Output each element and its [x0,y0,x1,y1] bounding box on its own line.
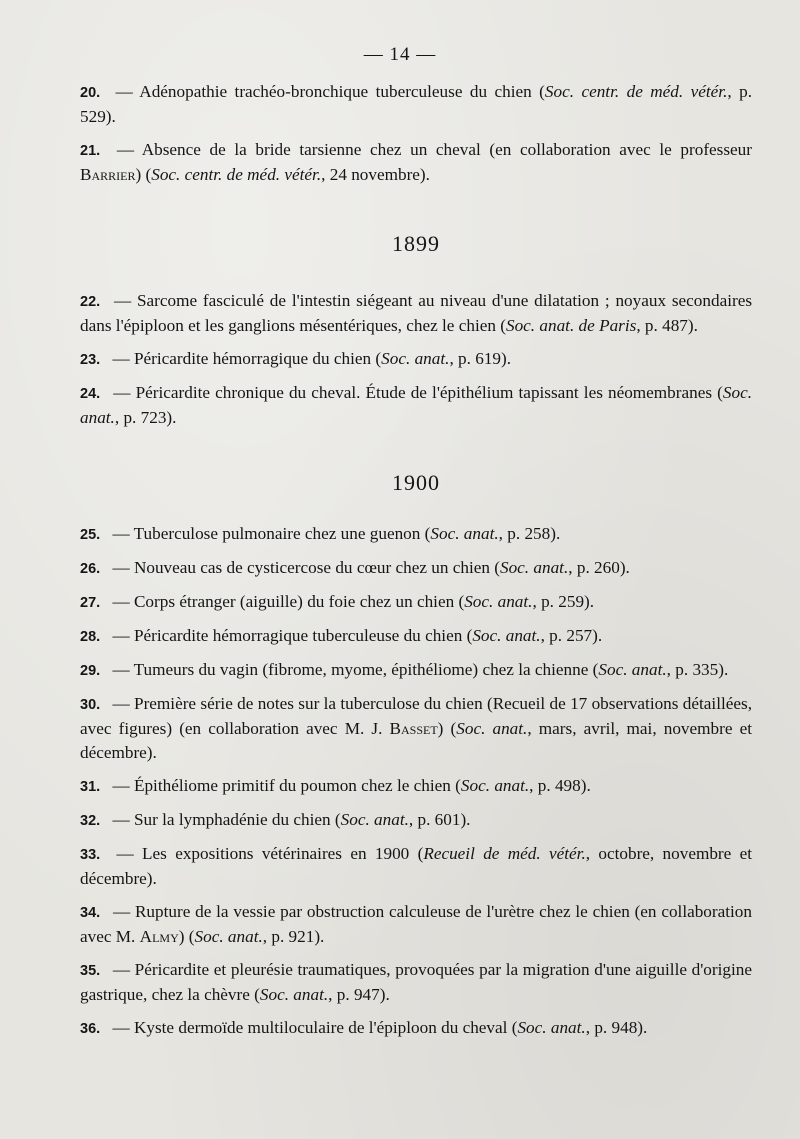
entry-text: Adénopathie trachéo-bronchique tuberculeuse du chien ( [139,82,545,101]
entry-dash: — [112,660,130,679]
entry-27 [80,590,752,615]
entry-text: Absence de la bride tarsienne chez un cheval (en collaboration avec le professeur [141,140,753,159]
entry-number: 25. [80,527,101,543]
entry-text: Kyste dermoïde multiloculaire de l'épiploon du cheval ( [133,1018,518,1037]
entry-number: 32. [80,813,101,829]
entry-dash: — [112,694,130,713]
entry-text-mid: ) ( [178,927,195,946]
entry-number: 23. [80,352,101,368]
entry-text: Nouveau cas de cysticercose du cœur chez un chien ( [133,558,500,577]
entry-number: 31. [80,779,101,795]
entry-24 [80,381,752,430]
entry-dash: — [112,349,130,368]
entry-reference: Soc. anat. [460,776,530,795]
entry-text: Péricardite chronique du cheval. Étude de l'épithélium tapissant les néomembranes ( [135,383,723,402]
entry-number: 30. [80,697,101,713]
entry-text: Corps étranger (aiguille) du foie chez un chien ( [133,592,465,611]
entry-text-line2: p. 335). [675,660,729,679]
entry-text: Rupture de la vessie par obstruction calculeuse de l'urètre chez le chien (en collaboration avec M. [80,902,752,946]
entry-number: 22. [80,294,101,310]
entry-number: 24. [80,386,101,402]
entry-number: 36. [80,1021,101,1037]
entry-reference: Soc. anat. [456,719,528,738]
entry-dash: — [116,140,134,159]
entry-text: Tumeurs du vagin (fibrome, myome, épithéliome) chez la chienne ( [133,660,599,679]
entry-35 [80,958,752,1007]
entry-text-line2: p. 487). [644,316,698,335]
entry-reference: Soc. anat. [598,660,667,679]
entry-21 [80,138,752,187]
entry-reference: Soc. anat. [381,349,450,368]
entry-dash: — [112,902,131,921]
entry-reference: Soc. centr. de méd. vétér. [544,82,728,101]
entry-text-after: , [666,660,671,679]
entry-text-mid: ) ( [135,165,152,184]
entry-number: 29. [80,663,101,679]
entry-reference: Soc. anat. [464,592,533,611]
entry-30 [80,692,752,765]
entry-text-after: , p. 498). [529,776,591,795]
bibliography-list [80,80,752,1050]
entry-reference: Soc. anat. [472,626,541,645]
entry-author: Basset [389,719,438,738]
entry-text: Péricardite hémorragique du chien ( [133,349,382,368]
entry-text-after: , p. 260). [568,558,630,577]
entry-dash: — [112,776,130,795]
entry-dash: — [115,82,133,101]
entry-number: 33. [80,847,101,863]
entry-dash: — [112,810,130,829]
entry-dash: — [112,524,130,543]
entry-32 [80,808,752,833]
entry-reference: Recueil de méd. vétér. [423,844,586,863]
entry-number: 26. [80,561,101,577]
entry-reference: Soc. anat. [499,558,569,577]
entry-dash: — [112,558,130,577]
entry-text: Sarcome fasciculé de l'intestin siégeant au niveau d'une dilatation ; noyaux secondaires dans l'épiploon et les ganglions mésentériques, chez le chien ( [80,291,753,335]
entry-31 [80,774,752,799]
entry-reference: Soc. anat. [80,383,752,427]
entry-dash: — [113,291,132,310]
entry-number: 28. [80,629,101,645]
entry-reference: Soc. anat. [194,927,263,946]
entry-text-after: , p. 723). [114,408,177,427]
entry-text-after: , mars, avril, mai, novembre et décembre). [80,719,753,762]
entry-text: Sur la lymphadénie du chien ( [133,810,341,829]
entry-text-after: , p. 921). [262,927,325,946]
entry-text-after: , p. 948). [585,1018,648,1037]
entry-text-line2: p. 529). [80,82,752,126]
year-heading-1900: 1900 [392,470,440,495]
entry-text: Tuberculose pulmonaire chez une guenon ( [133,524,431,543]
entry-reference: Soc. anat. [340,810,409,829]
year-heading-1899: 1899 [392,231,440,256]
entry-author: Almy [139,927,179,946]
entry-text-after: , p. 619). [449,349,512,368]
entry-reference: Soc. anat. [517,1018,586,1037]
page-number: — 14 — [363,44,437,65]
entry-dash: — [112,1018,130,1037]
entry-number: 35. [80,963,101,979]
entry-29 [80,658,752,683]
entry-28 [80,624,752,649]
entry-text-after: , [636,316,641,335]
entry-20 [80,80,752,129]
entry-number: 27. [80,595,101,611]
entry-25 [80,522,752,547]
entry-34 [80,900,752,949]
entry-text: Première série de notes sur la tuberculose du chien (Recueil de 17 observations détaillées, avec figures) (en collaboration avec M. J. [80,694,752,738]
entry-author: Barrier [80,165,136,184]
entry-dash: — [113,383,131,402]
entry-dash: — [112,592,130,611]
entry-text-after: , 24 novembre). [321,165,430,184]
entry-reference: Soc. anat. [430,524,499,543]
entry-number: 34. [80,905,101,921]
entry-number: 20. [80,85,101,101]
entry-reference: Soc. anat. de Paris [505,316,637,335]
entry-22 [80,289,752,338]
entry-dash: — [112,626,130,645]
entry-dash: — [112,960,131,979]
entry-text-mid: ) ( [437,719,457,738]
entry-text: Péricardite et pleurésie traumatiques, provoquées par la migration d'une aiguille d'origine gastrique, chez la chèvre ( [80,960,752,1004]
entry-text-after: , p. 601). [408,810,471,829]
entry-text-after: , p. 257). [540,626,603,645]
entry-text-after: , p. 258). [498,524,561,543]
entry-23 [80,347,752,372]
entry-number: 21. [80,143,101,159]
entry-text-after: , octobre, novembre et décembre). [80,844,753,888]
entry-text: Épithéliome primitif du poumon chez le chien ( [133,776,461,795]
entry-text-after: , p. 947). [328,985,390,1004]
entry-reference: Soc. centr. de méd. vétér. [151,165,322,184]
entry-text: Péricardite hémorragique tuberculeuse du chien ( [133,626,473,645]
entry-36 [80,1016,752,1041]
entry-text-after: , p. 259). [532,592,595,611]
entry-reference: Soc. anat. [259,985,329,1004]
entry-dash: — [116,844,134,863]
entry-text-after: , [727,82,732,101]
entry-33 [80,842,752,891]
entry-text: Les expositions vétérinaires en 1900 ( [142,844,424,863]
entry-26 [80,556,752,581]
